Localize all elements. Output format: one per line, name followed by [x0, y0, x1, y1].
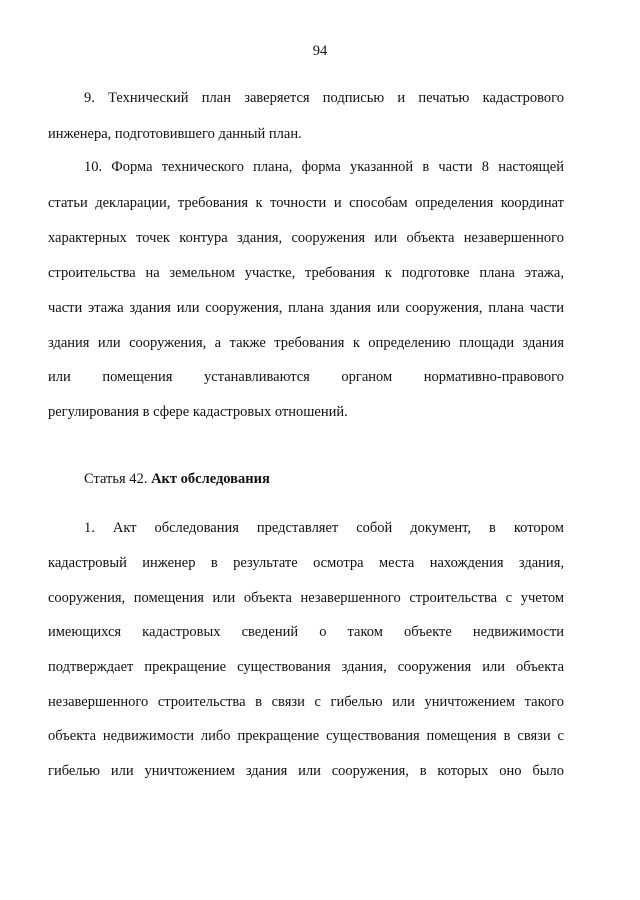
paragraph-1-line-1: 1. Акт обследования представляет собой документ, в котором	[84, 520, 564, 536]
article-number: Статья 42.	[84, 471, 152, 487]
paragraph-1-line-5: подтверждает прекращение существования здания, сооружения или объекта	[48, 659, 564, 675]
paragraph-10-line-3: характерных точек контура здания, сооружения или объекта незавершенного	[48, 230, 564, 246]
paragraph-10-line-7: или помещения устанавливаются органом нормативно-правового	[48, 369, 564, 385]
paragraph-1-line-3: сооружения, помещения или объекта незавершенного строительства с учетом	[48, 590, 564, 606]
paragraph-10-line-1: 10. Форма технического плана, форма указанной в части 8 настоящей	[84, 159, 564, 175]
paragraph-10-line-4: строительства на земельном участке, требования к подготовке плана этажа,	[48, 265, 564, 281]
paragraph-10-line-6: здания или сооружения, а также требования к определению площади здания	[48, 335, 564, 351]
paragraph-9-line-1: 9. Технический план заверяется подписью и печатью кадастрового	[84, 90, 564, 106]
page-number: 94	[312, 43, 328, 59]
paragraph-1-line-4: имеющихся кадастровых сведений о таком объекте недвижимости	[48, 624, 564, 640]
paragraph-10-line-2: статьи декларации, требования к точности и способам определения координат	[48, 195, 564, 211]
paragraph-1-line-8: гибелью или уничтожением здания или сооружения, в которых оно было	[48, 763, 564, 779]
paragraph-10-line-5: части этажа здания или сооружения, плана здания или сооружения, плана части	[48, 300, 564, 316]
article-heading	[84, 470, 564, 488]
article-title: Акт обследования	[151, 471, 270, 487]
paragraph-9-line-2: инженера, подготовившего данный план.	[48, 126, 302, 142]
paragraph-10-line-8: регулирования в сфере кадастровых отношений.	[48, 404, 348, 420]
paragraph-1-line-2: кадастровый инженер в результате осмотра места нахождения здания,	[48, 555, 564, 571]
paragraph-1-line-6: незавершенного строительства в связи с гибелью или уничтожением такого	[48, 694, 564, 710]
paragraph-1-line-7: объекта недвижимости либо прекращение существования помещения в связи с	[48, 728, 564, 744]
